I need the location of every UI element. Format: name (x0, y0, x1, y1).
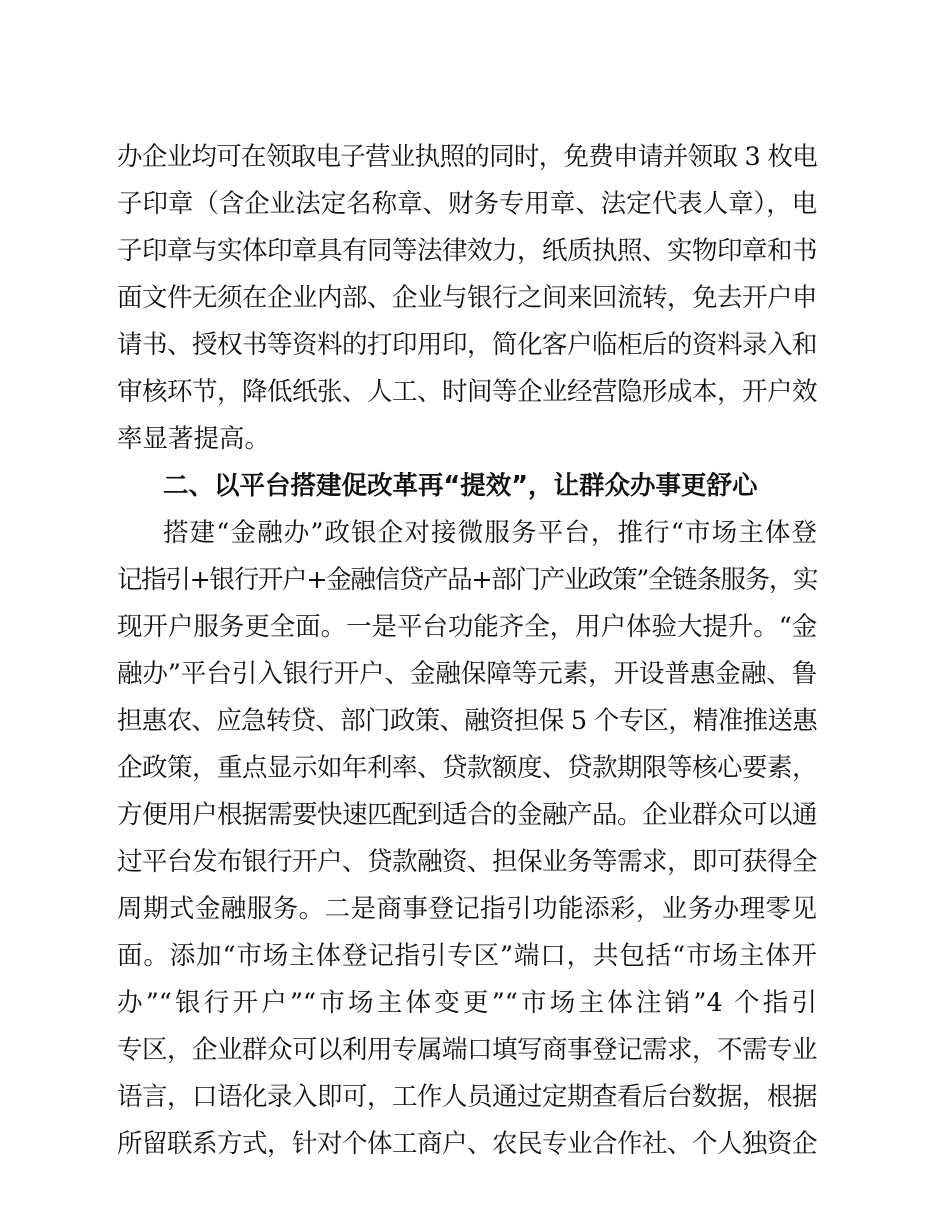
paragraph-1-line-2: 子印章（含企业法定名称章、财务专用章、法定代表人章），电 (117, 189, 817, 219)
paragraph-1-line-7: 率显著提高。 (117, 424, 271, 454)
paragraph-1-line-1: 办企业均可在领取电子营业执照的同时，免费申请并领取 3 枚电 (117, 142, 817, 172)
paragraph-2-line-10: 面。添加“市场主体登记指引专区”端口，共包括“市场主体开 (117, 941, 817, 971)
paragraph-2-line-13: 语言，口语化录入即可，工作人员通过定期查看后台数据，根据 (117, 1082, 818, 1112)
section-heading: 二、以平台搭建促改革再“提效”，让群众办事更舒心 (163, 471, 758, 501)
paragraph-1-line-5: 请书、授权书等资料的打印用印，简化客户临柜后的资料录入和 (117, 330, 818, 360)
paragraph-2-line-4: 融办”平台引入银行开户、金融保障等元素，开设普惠金融、鲁 (117, 659, 817, 689)
paragraph-1-line-4: 面文件无须在企业内部、企业与银行之间来回流转，免去开户申 (117, 283, 818, 313)
paragraph-2-line-8: 过平台发布银行开户、贷款融资、担保业务等需求，即可获得全 (117, 847, 818, 877)
paragraph-2-line-2: 记指引+银行开户+金融信贷产品+部门产业政策”全链条服务，实 (117, 565, 817, 595)
paragraph-2-line-11: 办”“银行开户”“市场主体变更”“市场主体注销”4 个指引 (117, 988, 817, 1018)
paragraph-2-line-7: 方便用户根据需要快速匹配到适合的金融产品。企业群众可以通 (117, 800, 818, 830)
paragraph-1-line-3: 子印章与实体印章具有同等法律效力，纸质执照、实物印章和书 (117, 236, 818, 266)
paragraph-2-line-12: 专区，企业群众可以利用专属端口填写商事登记需求，不需专业 (117, 1035, 818, 1065)
paragraph-2-line-5: 担惠农、应急转贷、部门政策、融资担保 5 个专区，精准推送惠 (117, 706, 817, 736)
paragraph-2-line-1: 搭建“金融办”政银企对接微服务平台，推行“市场主体登 (163, 518, 817, 548)
paragraph-2-line-9: 周期式金融服务。二是商事登记指引功能添彩，业务办理零见 (117, 894, 817, 924)
paragraph-2-line-6: 企政策，重点显示如年利率、贷款额度、贷款期限等核心要素， (117, 753, 818, 783)
paragraph-2-line-14: 所留联系方式，针对个体工商户、农民专业合作社、个人独资企 (117, 1129, 818, 1159)
paragraph-2-line-3: 现开户服务更全面。一是平台功能齐全，用户体验大提升。“金 (117, 612, 817, 642)
paragraph-1-line-6: 审核环节，降低纸张、人工、时间等企业经营隐形成本，开户效 (117, 377, 818, 407)
